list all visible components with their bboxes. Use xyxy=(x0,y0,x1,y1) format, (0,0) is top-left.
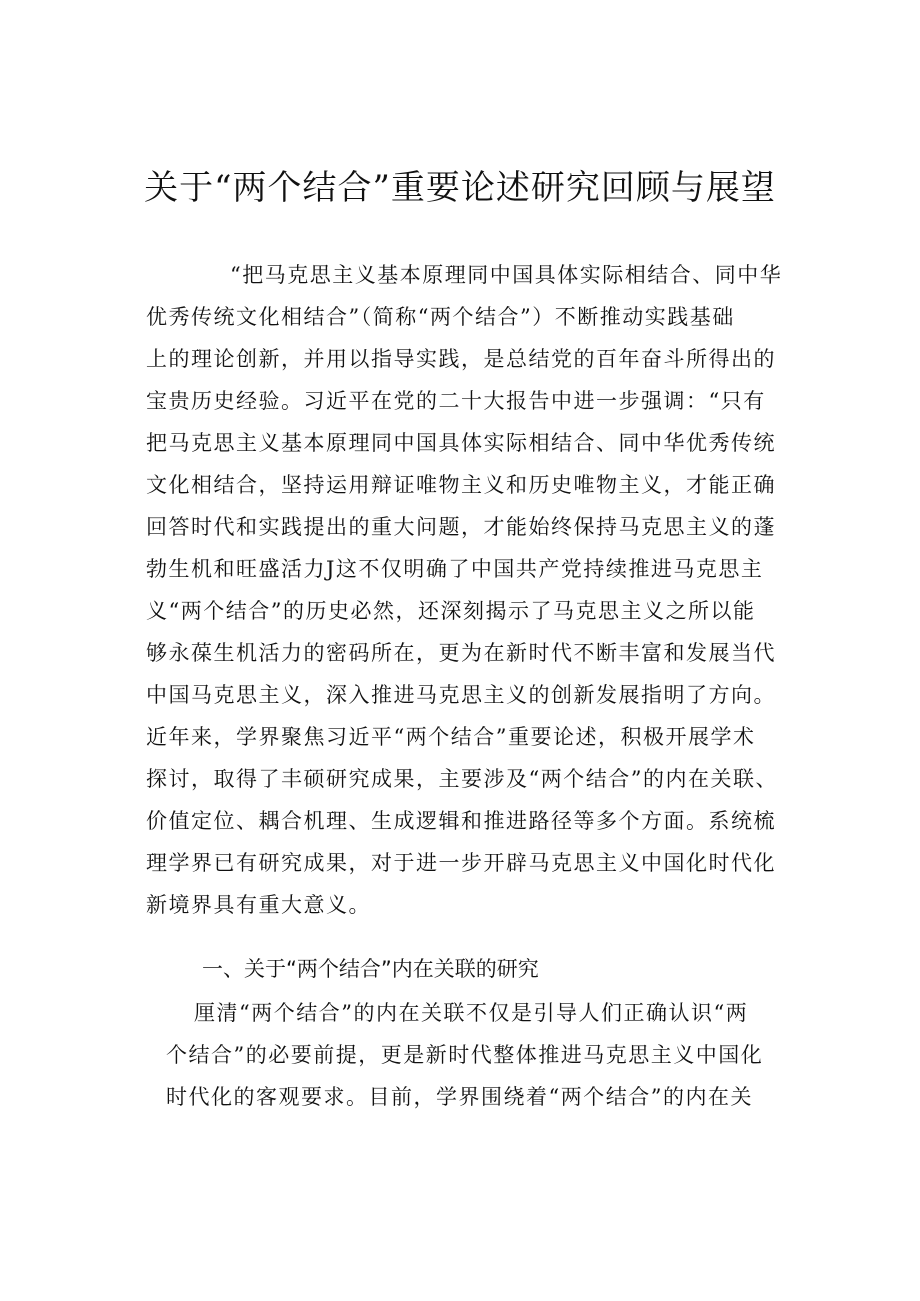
paragraph-line: 勃生机和旺盛活力J这不仅明确了中国共产党持续推进马克思主 xyxy=(146,557,764,581)
paragraph-line: 理学界已有研究成果，对于进一步开辟马克思主义中国化时代化 xyxy=(146,851,776,875)
paragraph-line: 探讨，取得了丰硕研究成果，主要涉及“两个结合”的内在关联、 xyxy=(146,767,778,791)
paragraph-line: 义“两个结合”的历史必然，还深刻揭示了马克思主义之所以能 xyxy=(146,599,756,623)
paragraph-line: 近年来，学界聚焦习近平“两个结合”重要论述，积极开展学术 xyxy=(146,725,756,749)
paragraph-line: 中国马克思主义，深入推进马克思主义的创新发展指明了方向。 xyxy=(146,683,776,707)
paragraph-line: 时代化的客观要求。目前，学界围绕着“两个结合”的内在关 xyxy=(166,1085,753,1109)
intro-paragraph xyxy=(146,254,806,926)
paragraph-line: “把马克思主义基本原理同中国具体实际相结合、同中华 xyxy=(230,263,783,287)
document-title: 关于“两个结合”重要论述研究回顾与展望 xyxy=(144,168,776,208)
paragraph-line: 个结合”的必要前提，更是新时代整体推进马克思主义中国化 xyxy=(166,1043,764,1067)
paragraph-line: 价值定位、耦合机理、生成逻辑和推进路径等多个方面。系统梳 xyxy=(146,809,776,833)
paragraph-line: 文化相结合，坚持运用辩证唯物主义和历史唯物主义，才能正确 xyxy=(146,473,776,497)
paragraph-line: 宝贵历史经验。习近平在党的二十大报告中进一步强调：“只有 xyxy=(146,389,766,413)
paragraph-line: 够永葆生机活力的密码所在，更为在新时代不断丰富和发展当代 xyxy=(146,641,776,665)
paragraph-line: 新境界具有重大意义。 xyxy=(146,893,371,917)
paragraph-line: 把马克思主义基本原理同中国具体实际相结合、同中华优秀传统 xyxy=(146,431,776,455)
paragraph-line: 优秀传统文化相结合”（简称“两个结合”）不断推动实践基础 xyxy=(146,305,735,329)
paragraph-line: 回答时代和实践提出的重大问题，才能始终保持马克思主义的蓬 xyxy=(146,515,776,539)
section-heading: 一、关于“两个结合”内在关联的研究 xyxy=(202,957,539,981)
section-paragraph xyxy=(166,992,806,1118)
paragraph-line: 厘清“两个结合”的内在关联不仅是引导人们正确认识“两 xyxy=(194,1001,749,1025)
paragraph-line: 上的理论创新，并用以指导实践，是总结党的百年奋斗所得出的 xyxy=(146,347,776,371)
